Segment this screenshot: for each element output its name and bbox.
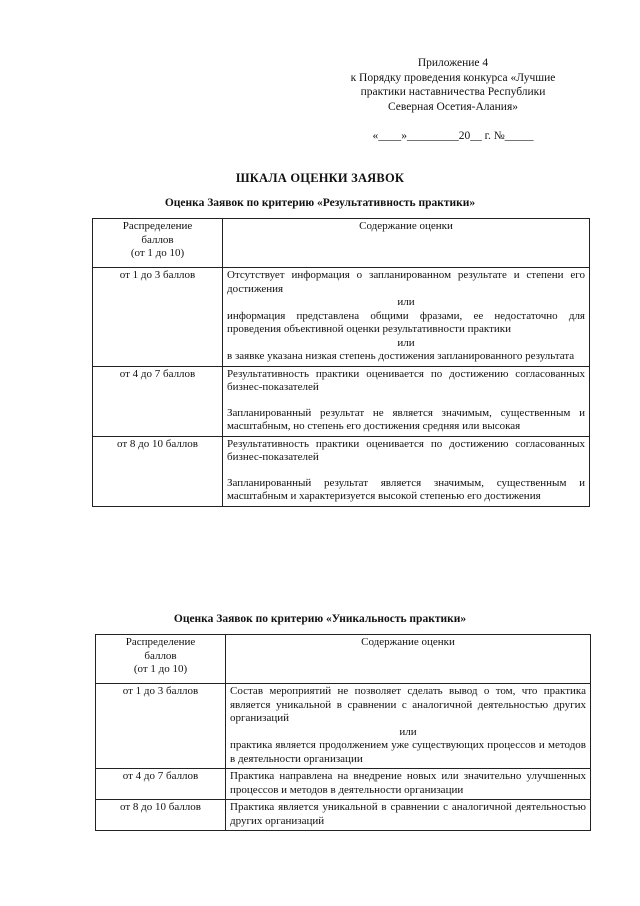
table1-caption: Оценка Заявок по критерию «Результативность практики» xyxy=(164,197,476,209)
content-paragraph: Результативность практики оценивается по достижению согласованных бизнес-показателей xyxy=(227,437,585,463)
table-header-row xyxy=(93,219,590,268)
annex-line-2: к Порядку проведения конкурса «Лучшие xyxy=(350,71,556,84)
content-cell xyxy=(223,268,590,367)
points-cell: от 8 до 10 баллов xyxy=(96,800,226,831)
table2-caption: Оценка Заявок по критерию «Уникальность практики» xyxy=(173,613,467,625)
content-paragraph: Запланированный результат не является значимым, существенным и масштабным, но степень его достижения средняя или высокая xyxy=(227,406,585,432)
table-row xyxy=(93,436,590,506)
header-points-l2: баллов xyxy=(144,649,177,662)
header-points-l3: (от 1 до 10) xyxy=(130,247,185,259)
content-paragraph: Результативность практики оценивается по достижению согласованных бизнес-показателей xyxy=(227,367,585,393)
annex-date-line: «____»_________20__ г. №_____ xyxy=(372,130,534,142)
header-points-l1: Распределение xyxy=(122,220,193,232)
content-paragraph: в заявке указана низкая степень достижения запланированного результата xyxy=(227,350,575,362)
content-paragraph: Практика направлена на внедрение новых или значительно улучшенных процессов и методов в деятельности организации xyxy=(230,770,586,796)
table-uniqueness xyxy=(95,634,591,831)
table-header-row xyxy=(96,635,591,684)
header-points-cell xyxy=(96,635,226,684)
content-cell xyxy=(226,769,591,800)
content-paragraph: Практика является уникальной в сравнении с аналогичной деятельностью других организаций xyxy=(230,801,586,827)
header-points-l2: баллов xyxy=(141,233,174,246)
header-points-l1: Распределение xyxy=(125,636,196,648)
table-effectiveness xyxy=(92,218,590,507)
header-content-cell: Содержание оценки xyxy=(226,635,591,684)
header-points-cell xyxy=(93,219,223,268)
table-row xyxy=(96,769,591,800)
points-cell: от 8 до 10 баллов xyxy=(93,436,223,506)
header-points-l3: (от 1 до 10) xyxy=(133,663,188,675)
points-cell: от 4 до 7 баллов xyxy=(96,769,226,800)
content-cell xyxy=(223,436,590,506)
points-cell: от 4 до 7 баллов xyxy=(93,366,223,436)
points-cell: от 1 до 3 баллов xyxy=(93,268,223,367)
points-cell: от 1 до 3 баллов xyxy=(96,684,226,769)
or-separator: или xyxy=(397,296,415,308)
page-title: ШКАЛА ОЦЕНКИ ЗАЯВОК xyxy=(235,171,405,185)
annex-line-1: Приложение 4 xyxy=(417,57,489,69)
table-row xyxy=(93,268,590,367)
annex-line-4: Северная Осетия-Алания» xyxy=(387,100,518,113)
or-separator: или xyxy=(399,725,417,738)
table-row xyxy=(96,800,591,831)
content-cell xyxy=(226,684,591,769)
content-cell xyxy=(223,366,590,436)
or-separator: или xyxy=(397,336,415,349)
content-cell xyxy=(226,800,591,831)
annex-block xyxy=(336,56,570,144)
content-paragraph: Отсутствует информация о запланированном результате и степени его достижения xyxy=(227,269,585,295)
header-content-cell: Содержание оценки xyxy=(223,219,590,268)
content-paragraph: практика является продолжением уже существующих процессов и методов в деятельности организации xyxy=(230,739,586,765)
table-row xyxy=(93,366,590,436)
content-paragraph: Запланированный результат является значимым, существенным и масштабным и характеризуется высокой степенью его достижения xyxy=(227,476,585,502)
content-paragraph: информация представлена общими фразами, ее недостаточно для проведения объективной оценки результативности практики xyxy=(227,309,585,335)
annex-line-3: практики наставничества Республики xyxy=(360,86,546,98)
table-row xyxy=(96,684,591,769)
content-paragraph: Состав мероприятий не позволяет сделать вывод о том, что практика является уникальной в сравнении с аналогичной деятельностью других организаций xyxy=(230,685,586,724)
